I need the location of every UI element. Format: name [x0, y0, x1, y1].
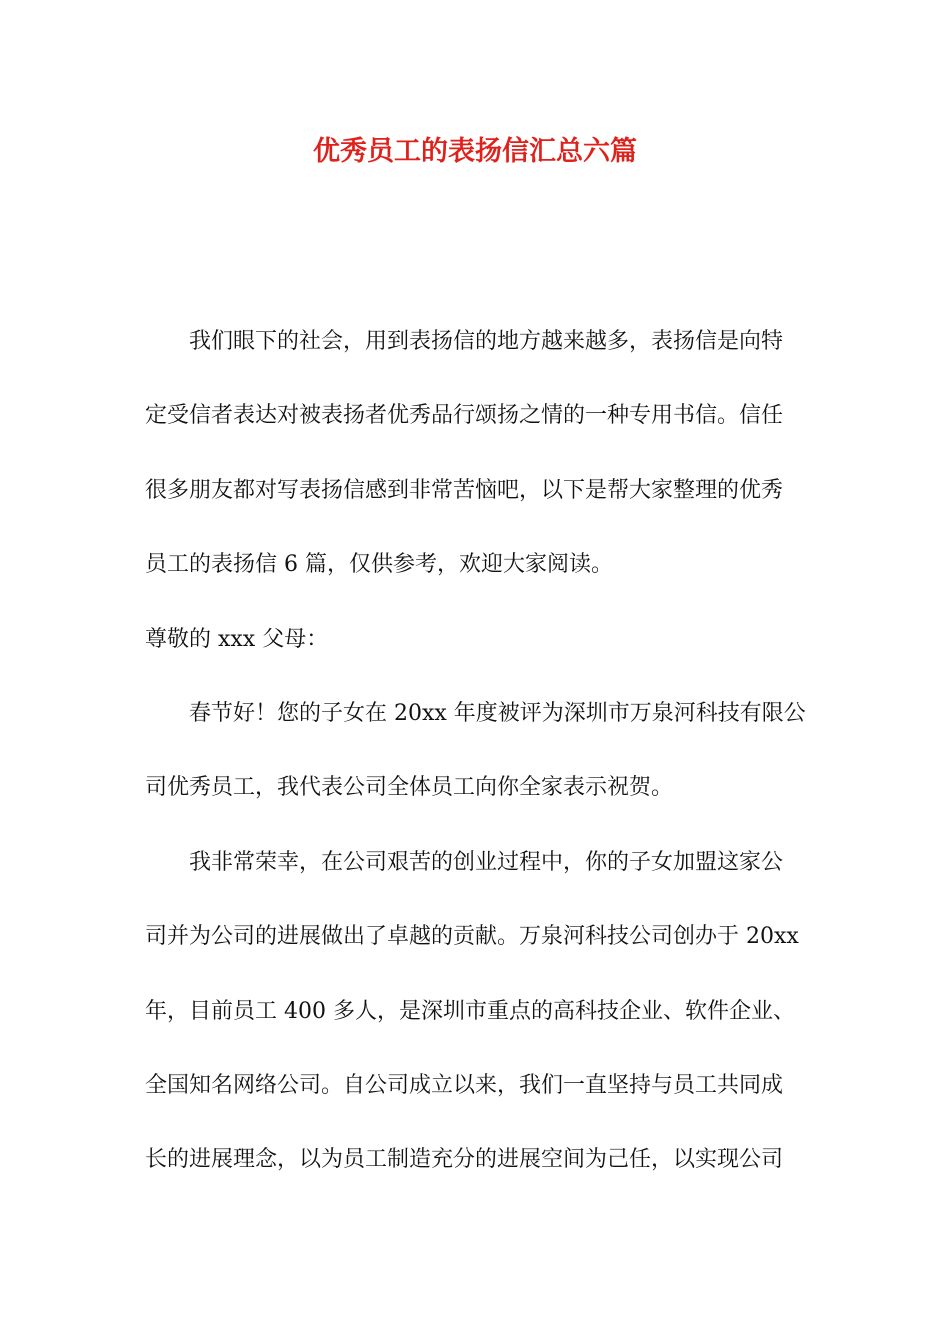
paragraph-1-line-3: 很多朋友都对写表扬信感到非常苦恼吧，以下是帮大家整理的优秀: [145, 478, 784, 503]
paragraph-3-line-3: 年，目前员工 400 多人，是深圳市重点的高科技企业、软件企业、: [145, 999, 795, 1024]
paragraph-1-line-4: 员工的表扬信 6 篇，仅供参考，欢迎大家阅读。: [145, 552, 613, 577]
paragraph-2-line-1: 春节好！您的子女在 20xx 年度被评为深圳市万泉河科技有限公: [189, 701, 806, 726]
document-title: 优秀员工的表扬信汇总六篇: [313, 136, 637, 167]
paragraph-1-line-2: 定受信者表达对被表扬者优秀品行颂扬之情的一种专用书信。信任: [145, 403, 784, 428]
paragraph-3-line-4: 全国知名网络公司。自公司成立以来，我们一直坚持与员工共同成: [145, 1073, 784, 1098]
salutation: 尊敬的 xxx 父母：: [145, 627, 329, 652]
paragraph-3-line-2: 司并为公司的进展做出了卓越的贡献。万泉河科技公司创办于 20xx: [145, 924, 799, 949]
paragraph-3-line-5: 长的进展理念，以为员工制造充分的进展空间为己任，以实现公司: [145, 1147, 784, 1172]
paragraph-1-line-1: 我们眼下的社会，用到表扬信的地方越来越多，表扬信是向特: [189, 329, 784, 354]
paragraph-3-line-1: 我非常荣幸，在公司艰苦的创业过程中，你的子女加盟这家公: [189, 850, 784, 875]
paragraph-2-line-2: 司优秀员工，我代表公司全体员工向你全家表示祝贺。: [145, 775, 674, 800]
